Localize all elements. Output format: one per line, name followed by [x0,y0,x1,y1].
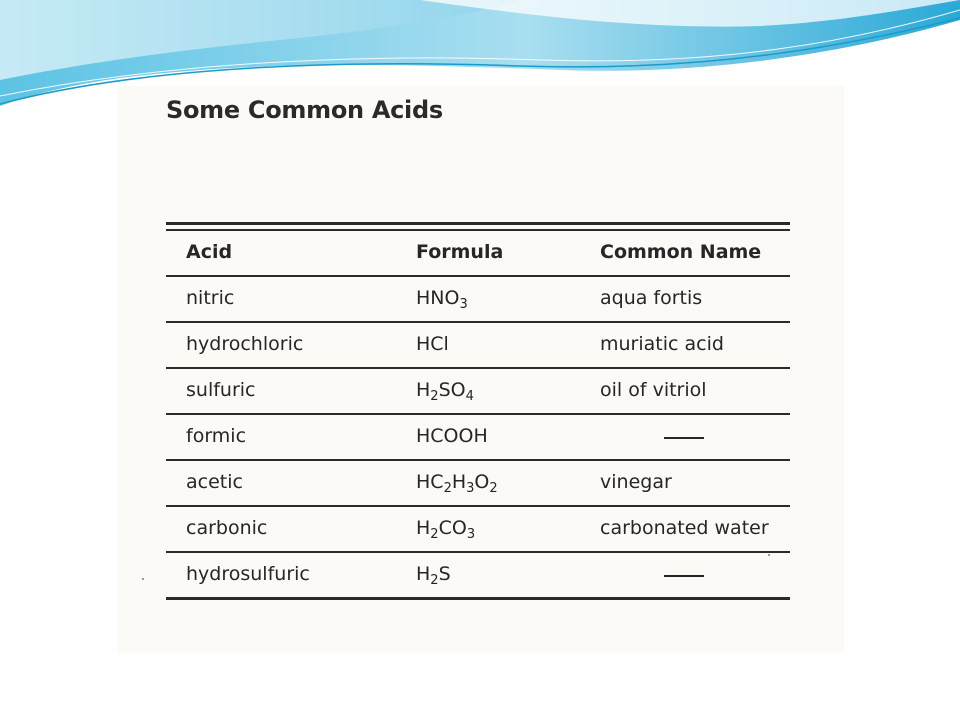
formula-subscript: 3 [466,481,475,496]
scanned-table-image [118,86,844,652]
acid-name-cell: carbonic [186,517,268,539]
formula-element: O [474,471,490,493]
table-row [166,461,790,505]
formula-subscript: 2 [489,481,498,496]
formula-cell [416,425,488,447]
scan-speck [768,554,770,556]
formula-subscript: 4 [465,389,474,404]
formula-element: H [416,517,431,539]
formula-element: O [444,287,460,309]
formula-element: H [451,471,467,493]
formula-subscript: 2 [443,481,452,496]
formula-element: H [416,287,431,309]
formula-cell [416,563,451,588]
formula-element: SO [438,379,466,401]
acid-name-cell: hydrochloric [186,333,304,355]
table-body [166,277,790,600]
common-name-cell: aqua fortis [600,287,703,309]
table-title: Some Common Acids [166,96,443,124]
table-row [166,323,790,367]
formula-cell [416,517,476,542]
acid-name-cell: hydrosulfuric [186,563,310,585]
formula-cell [416,379,474,404]
formula-element: H [416,379,431,401]
common-name-cell: carbonated water [600,517,769,539]
formula-element: HCOOH [416,425,488,447]
no-common-name-dash [664,575,704,577]
table-header-row [166,231,790,275]
formula-cell [416,471,498,496]
formula-subscript: 2 [430,573,439,588]
formula-element: S [438,563,451,585]
formula-subscript: 3 [459,297,468,312]
table-row [166,415,790,459]
table-row [166,369,790,413]
header-acid: Acid [186,241,233,263]
formula-element: HCl [416,333,449,355]
table-row [166,277,790,321]
acid-name-cell: nitric [186,287,235,309]
formula-element: H [416,563,431,585]
common-name-cell: oil of vitriol [600,379,707,401]
common-name-cell: muriatic acid [600,333,724,355]
acid-name-cell: sulfuric [186,379,256,401]
formula-element: HC [416,471,444,493]
acids-table [166,222,790,600]
acid-name-cell: acetic [186,471,243,493]
formula-cell [416,287,468,312]
table-row [166,507,790,551]
no-common-name-dash [664,437,704,439]
formula-element: CO [438,517,467,539]
formula-subscript: 3 [466,527,476,542]
formula-element: N [430,287,445,309]
common-name-cell: vinegar [600,471,672,493]
row-rule [166,597,790,600]
formula-subscript: 2 [430,389,439,404]
formula-subscript: 2 [430,527,439,542]
header-common-name: Common Name [600,241,762,263]
table-top-rule [166,222,790,225]
acid-name-cell: formic [186,425,247,447]
scan-speck [142,578,144,580]
table-row [166,553,790,597]
header-formula: Formula [416,241,504,263]
formula-cell [416,333,449,355]
